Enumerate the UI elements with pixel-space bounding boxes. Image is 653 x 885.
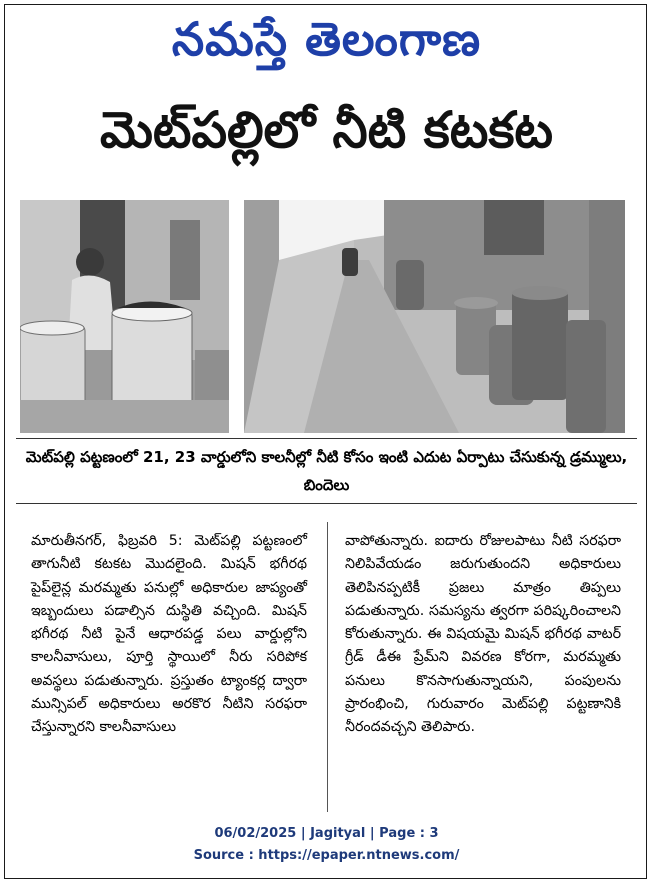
photo-woman-with-drums [20, 200, 229, 433]
column-divider [327, 522, 328, 812]
newspaper-masthead: నమస్తే తెలంగాణ [171, 12, 482, 66]
article-column-right: వాపోతున్నారు. ఐదారు రోజులపాటు నీటి సరఫరా నిలిపివేయడం జరుగుతుందని అధికారులు తెలిపినప్పటికీ ప్రజలు మాత్రం తిప్పలు పడుతున్నారు. సమస్యను త్వరగా పరిష్కరించాలని కోరుతున్నారు. ఈ విషయమై మిషన్ భగీరథ వాటర్ గ్రీడ్ డీఈ ప్రేమ్‌ని వివరణ కోరగా, మరమ్మతు పనులు కొనసాగుతున్నాయని, పంపులను ప్రారంభించి, గురువారం మెట్‌పల్లి పట్టణానికి నీరందవచ్చని తెలిపారు. [345, 533, 621, 736]
article-column-left: మారుతీనగర్, ఫిబ్రవరి 5: మెట్‌పల్లి పట్టణంలో తాగునీటి కటకట మొదలైంది. మిషన్ భగీరథ పైప్‌లైన్ల మరమ్మతు పనుల్లో అధికారుల జాప్యంతో ఇబ్బందులు పడాల్సిన దుస్థితి వచ్చింది. మిషన్ భగీరథ నీటి పైనే ఆధారపడ్డ పలు వార్డుల్లోని కాలనీవాసులు, పూర్తి స్థాయిలో నీరు సరిపోక అవస్థలు పడుతున్నారు. ప్రస్తుతం ట్యాంకర్ల ద్వారా మున్సిపల్ అధికారులు అరకొర నీటిని సరఫరా చేస్తున్నారని కాలనీవాసులు [31, 533, 307, 736]
article-headline: మెట్‌పల్లిలో నీటి కటకట [99, 101, 554, 159]
footer-date-edition-page: 06/02/2025 | Jagityal | Page : 3 [214, 826, 439, 841]
photo-street-with-drums [244, 200, 625, 433]
footer-source-link[interactable]: Source : https://epaper.ntnews.com/ [193, 848, 460, 863]
photo-caption: మెట్‌పల్లి పట్టణంలో 21, 23 వార్డులోని కాలనీల్లో నీటి కోసం ఇంటి ఎదుట ఏర్పాటు చేసుకున్న డ్రమ్ములు, బిందెలు [16, 438, 637, 504]
